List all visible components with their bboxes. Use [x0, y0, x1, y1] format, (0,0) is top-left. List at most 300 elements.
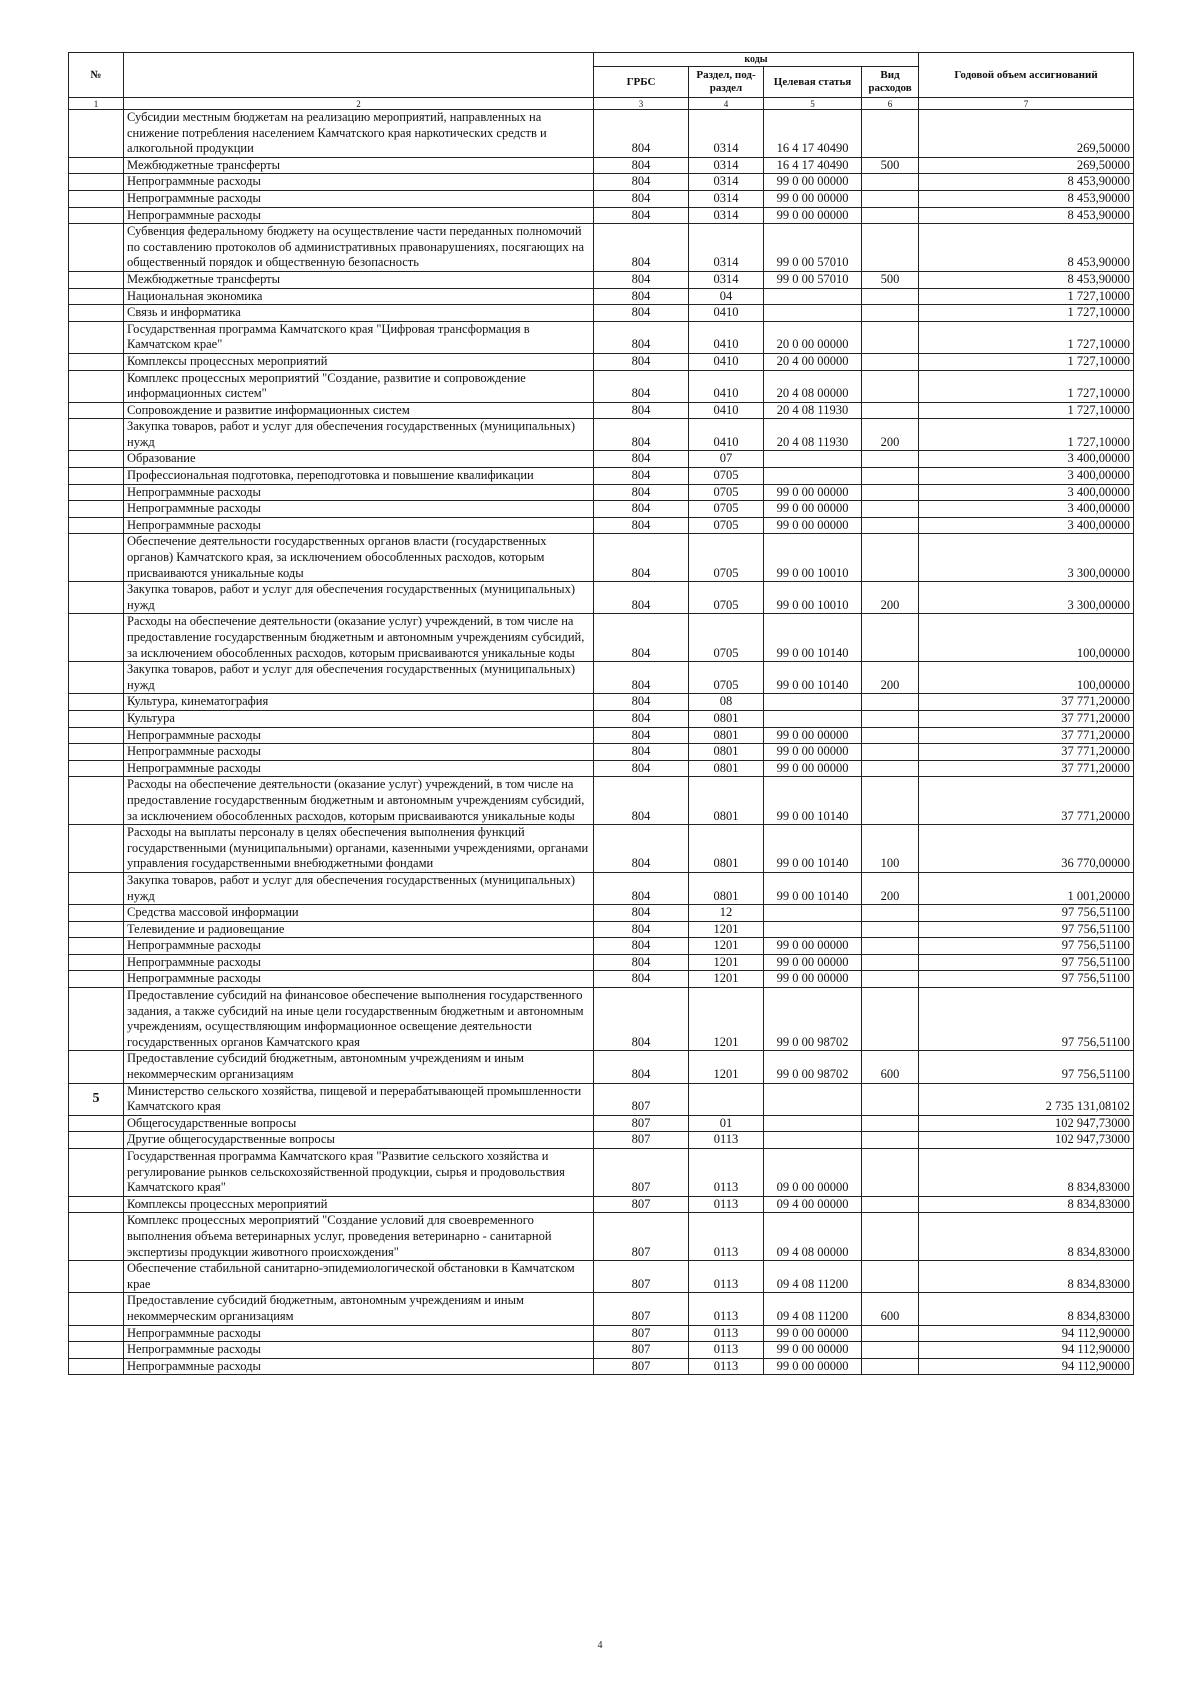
table-row — [69, 905, 1134, 922]
row-exptype — [862, 1083, 919, 1115]
row-grbs: 804 — [594, 419, 689, 451]
row-number — [69, 954, 124, 971]
row-name: Закупка товаров, работ и услуг для обеспечения государственных (муниципальных) нужд — [124, 582, 594, 614]
row-name: Комплекс процессных мероприятий "Создание условий для своевременного выполнения объема ветеринарных услуг, проведения ветеринарно - санитарной экспертизы продукции животного происхождения" — [124, 1213, 594, 1261]
row-amount: 1 727,10000 — [919, 321, 1134, 353]
table-row — [69, 224, 1134, 272]
row-grbs: 804 — [594, 321, 689, 353]
row-exptype: 200 — [862, 582, 919, 614]
row-section: 0113 — [689, 1196, 764, 1213]
row-number — [69, 1196, 124, 1213]
row-exptype — [862, 1149, 919, 1197]
row-target: 99 0 00 00000 — [764, 954, 862, 971]
table-row — [69, 1132, 1134, 1149]
row-exptype: 200 — [862, 662, 919, 694]
row-amount: 94 112,90000 — [919, 1342, 1134, 1359]
row-number — [69, 777, 124, 825]
row-target — [764, 1115, 862, 1132]
table-row — [69, 1342, 1134, 1359]
row-section: 0314 — [689, 224, 764, 272]
row-name: Непрограммные расходы — [124, 190, 594, 207]
row-exptype — [862, 710, 919, 727]
row-name: Непрограммные расходы — [124, 954, 594, 971]
row-target: 99 0 00 10140 — [764, 614, 862, 662]
row-number — [69, 321, 124, 353]
row-target: 20 4 08 00000 — [764, 370, 862, 402]
row-number — [69, 174, 124, 191]
row-exptype — [862, 1213, 919, 1261]
row-number — [69, 760, 124, 777]
row-section — [689, 1083, 764, 1115]
row-name: Комплекс процессных мероприятий "Создание, развитие и сопровождение информационных систем" — [124, 370, 594, 402]
table-row — [69, 305, 1134, 322]
row-exptype — [862, 1325, 919, 1342]
row-grbs: 804 — [594, 760, 689, 777]
row-exptype — [862, 988, 919, 1051]
row-grbs: 804 — [594, 954, 689, 971]
row-section: 1201 — [689, 1051, 764, 1083]
row-amount: 100,00000 — [919, 662, 1134, 694]
row-exptype — [862, 207, 919, 224]
row-section: 0113 — [689, 1149, 764, 1197]
row-amount: 102 947,73000 — [919, 1115, 1134, 1132]
row-target: 99 0 00 00000 — [764, 174, 862, 191]
row-grbs: 804 — [594, 451, 689, 468]
row-exptype — [862, 727, 919, 744]
header-codes: коды — [594, 53, 919, 67]
row-amount: 37 771,20000 — [919, 744, 1134, 761]
row-number — [69, 534, 124, 582]
row-grbs: 804 — [594, 174, 689, 191]
row-target: 09 4 08 00000 — [764, 1213, 862, 1261]
table-row — [69, 662, 1134, 694]
row-name: Непрограммные расходы — [124, 1325, 594, 1342]
row-target: 09 0 00 00000 — [764, 1149, 862, 1197]
row-target: 99 0 00 00000 — [764, 1325, 862, 1342]
row-grbs: 804 — [594, 905, 689, 922]
row-section: 0801 — [689, 727, 764, 744]
row-exptype — [862, 224, 919, 272]
row-grbs: 804 — [594, 727, 689, 744]
row-exptype — [862, 1115, 919, 1132]
row-exptype — [862, 468, 919, 485]
row-amount: 8 453,90000 — [919, 207, 1134, 224]
row-exptype — [862, 971, 919, 988]
row-section: 1201 — [689, 971, 764, 988]
row-name: Непрограммные расходы — [124, 207, 594, 224]
row-section: 01 — [689, 1115, 764, 1132]
row-amount: 1 727,10000 — [919, 402, 1134, 419]
row-target: 99 0 00 57010 — [764, 271, 862, 288]
table-row — [69, 174, 1134, 191]
row-name: Предоставление субсидий бюджетным, автономным учреждениям и иным некоммерческим организациям — [124, 1293, 594, 1325]
row-amount: 8 834,83000 — [919, 1149, 1134, 1197]
row-exptype — [862, 534, 919, 582]
row-number — [69, 110, 124, 158]
row-amount: 3 400,00000 — [919, 468, 1134, 485]
page-number: 4 — [597, 1640, 603, 1651]
row-name: Предоставление субсидий на финансовое обеспечение выполнения государственного задания, а также субсидий на иные цели государственным бюджетным и автономным учреждениям, осуществляющим информационное освещение деятельности государственных органов Камчатского края — [124, 988, 594, 1051]
row-number — [69, 207, 124, 224]
row-amount: 37 771,20000 — [919, 760, 1134, 777]
row-exptype — [862, 1261, 919, 1293]
row-amount: 3 400,00000 — [919, 484, 1134, 501]
row-section: 1201 — [689, 988, 764, 1051]
row-target: 20 4 08 11930 — [764, 402, 862, 419]
row-name: Государственная программа Камчатского края "Цифровая трансформация в Камчатском крае" — [124, 321, 594, 353]
table-row — [69, 1196, 1134, 1213]
row-target — [764, 305, 862, 322]
row-name: Непрограммные расходы — [124, 1342, 594, 1359]
row-exptype — [862, 190, 919, 207]
row-amount: 97 756,51100 — [919, 921, 1134, 938]
row-exptype — [862, 938, 919, 955]
row-name: Межбюджетные трансферты — [124, 157, 594, 174]
row-amount: 97 756,51100 — [919, 1051, 1134, 1083]
row-exptype — [862, 110, 919, 158]
row-amount: 102 947,73000 — [919, 1132, 1134, 1149]
row-target: 09 4 08 11200 — [764, 1293, 862, 1325]
row-name: Непрограммные расходы — [124, 501, 594, 518]
row-amount: 8 453,90000 — [919, 190, 1134, 207]
row-amount: 97 756,51100 — [919, 954, 1134, 971]
row-name: Расходы на выплаты персоналу в целях обеспечения выполнения функций государственными (муниципальными) органами, казенными учреждениями, органами управления государственными внебюджетными фондами — [124, 825, 594, 873]
row-grbs: 804 — [594, 1051, 689, 1083]
row-number — [69, 484, 124, 501]
row-name: Культура, кинематография — [124, 694, 594, 711]
row-name: Непрограммные расходы — [124, 744, 594, 761]
row-target — [764, 288, 862, 305]
row-section: 0113 — [689, 1132, 764, 1149]
row-amount: 269,50000 — [919, 110, 1134, 158]
row-number — [69, 271, 124, 288]
row-exptype — [862, 1132, 919, 1149]
table-row — [69, 614, 1134, 662]
row-amount: 1 727,10000 — [919, 370, 1134, 402]
row-grbs: 804 — [594, 777, 689, 825]
table-row — [69, 157, 1134, 174]
row-exptype: 200 — [862, 419, 919, 451]
row-name: Закупка товаров, работ и услуг для обеспечения государственных (муниципальных) нужд — [124, 419, 594, 451]
row-target: 99 0 00 10010 — [764, 534, 862, 582]
row-exptype: 500 — [862, 157, 919, 174]
row-exptype: 500 — [862, 271, 919, 288]
table-row — [69, 1083, 1134, 1115]
row-number: 5 — [69, 1083, 124, 1115]
row-exptype — [862, 501, 919, 518]
row-name: Межбюджетные трансферты — [124, 271, 594, 288]
table-row — [69, 1149, 1134, 1197]
row-name: Непрограммные расходы — [124, 727, 594, 744]
row-exptype — [862, 451, 919, 468]
row-number — [69, 451, 124, 468]
row-exptype — [862, 744, 919, 761]
row-amount: 1 727,10000 — [919, 353, 1134, 370]
table-row — [69, 1358, 1134, 1375]
row-number — [69, 1261, 124, 1293]
row-section: 0705 — [689, 614, 764, 662]
row-exptype — [862, 760, 919, 777]
table-row — [69, 872, 1134, 904]
row-section: 04 — [689, 288, 764, 305]
row-number — [69, 419, 124, 451]
row-number — [69, 468, 124, 485]
row-target: 99 0 00 00000 — [764, 727, 862, 744]
row-amount: 8 834,83000 — [919, 1261, 1134, 1293]
table-row — [69, 1115, 1134, 1132]
row-number — [69, 582, 124, 614]
row-amount: 3 300,00000 — [919, 534, 1134, 582]
table-row — [69, 760, 1134, 777]
row-section: 0113 — [689, 1261, 764, 1293]
row-exptype — [862, 1358, 919, 1375]
table-row — [69, 534, 1134, 582]
row-section: 1201 — [689, 954, 764, 971]
row-exptype — [862, 321, 919, 353]
row-exptype — [862, 174, 919, 191]
row-section: 08 — [689, 694, 764, 711]
row-target: 99 0 00 00000 — [764, 1342, 862, 1359]
row-number — [69, 157, 124, 174]
row-amount: 36 770,00000 — [919, 825, 1134, 873]
table-row — [69, 419, 1134, 451]
row-section: 0410 — [689, 353, 764, 370]
row-target: 99 0 00 00000 — [764, 1358, 862, 1375]
table-row — [69, 1261, 1134, 1293]
row-number — [69, 905, 124, 922]
table-row — [69, 207, 1134, 224]
row-exptype — [862, 614, 919, 662]
table-row — [69, 1293, 1134, 1325]
row-grbs: 807 — [594, 1115, 689, 1132]
row-exptype — [862, 288, 919, 305]
table-row — [69, 402, 1134, 419]
row-target: 99 0 00 00000 — [764, 501, 862, 518]
table-row — [69, 825, 1134, 873]
row-name: Образование — [124, 451, 594, 468]
index-cell: 4 — [689, 98, 764, 110]
table-row — [69, 321, 1134, 353]
table-row — [69, 353, 1134, 370]
row-exptype — [862, 517, 919, 534]
row-name: Обеспечение деятельности государственных органов власти (государственных органов) Камчатского края, за исключением обособленных расходов, которым присваиваются уникальные коды — [124, 534, 594, 582]
index-cell: 3 — [594, 98, 689, 110]
row-exptype — [862, 905, 919, 922]
row-amount: 37 771,20000 — [919, 710, 1134, 727]
row-grbs: 804 — [594, 614, 689, 662]
row-amount: 97 756,51100 — [919, 905, 1134, 922]
row-grbs: 804 — [594, 662, 689, 694]
table-row — [69, 110, 1134, 158]
table-row — [69, 582, 1134, 614]
row-grbs: 807 — [594, 1132, 689, 1149]
table-body — [69, 110, 1134, 1375]
row-grbs: 804 — [594, 517, 689, 534]
row-number — [69, 727, 124, 744]
row-number — [69, 872, 124, 904]
row-amount: 1 727,10000 — [919, 305, 1134, 322]
row-grbs: 804 — [594, 271, 689, 288]
table-row — [69, 727, 1134, 744]
row-target: 99 0 00 00000 — [764, 744, 862, 761]
row-amount: 97 756,51100 — [919, 938, 1134, 955]
index-cell: 2 — [124, 98, 594, 110]
row-grbs: 804 — [594, 744, 689, 761]
row-exptype — [862, 954, 919, 971]
row-amount: 1 727,10000 — [919, 419, 1134, 451]
row-section: 0314 — [689, 110, 764, 158]
row-exptype: 100 — [862, 825, 919, 873]
row-grbs: 804 — [594, 971, 689, 988]
row-name: Непрограммные расходы — [124, 174, 594, 191]
row-exptype: 600 — [862, 1051, 919, 1083]
row-name: Общегосударственные вопросы — [124, 1115, 594, 1132]
row-exptype — [862, 777, 919, 825]
header-grbs: ГРБС — [594, 67, 689, 98]
row-section: 0410 — [689, 402, 764, 419]
row-name: Закупка товаров, работ и услуг для обеспечения государственных (муниципальных) нужд — [124, 662, 594, 694]
row-amount: 3 400,00000 — [919, 517, 1134, 534]
row-name: Субвенция федеральному бюджету на осуществление части переданных полномочий по составлению протоколов об административных правонарушениях, посягающих на общественный порядок и общественную безопасность — [124, 224, 594, 272]
row-section: 0314 — [689, 174, 764, 191]
table-row — [69, 744, 1134, 761]
row-number — [69, 501, 124, 518]
row-section: 1201 — [689, 921, 764, 938]
row-target: 99 0 00 10140 — [764, 662, 862, 694]
row-grbs: 804 — [594, 468, 689, 485]
header-name — [124, 53, 594, 98]
row-grbs: 807 — [594, 1293, 689, 1325]
row-grbs: 807 — [594, 1196, 689, 1213]
row-number — [69, 402, 124, 419]
row-section: 0705 — [689, 534, 764, 582]
row-section: 0410 — [689, 419, 764, 451]
row-section: 0705 — [689, 582, 764, 614]
table-row — [69, 288, 1134, 305]
row-amount: 269,50000 — [919, 157, 1134, 174]
row-exptype — [862, 402, 919, 419]
row-section: 0113 — [689, 1358, 764, 1375]
row-amount: 2 735 131,08102 — [919, 1083, 1134, 1115]
table-row — [69, 271, 1134, 288]
header-number: № — [69, 53, 124, 98]
row-grbs: 804 — [594, 938, 689, 955]
row-amount: 8 453,90000 — [919, 174, 1134, 191]
row-section: 0410 — [689, 370, 764, 402]
row-amount: 8 453,90000 — [919, 224, 1134, 272]
row-grbs: 807 — [594, 1342, 689, 1359]
row-number — [69, 988, 124, 1051]
row-grbs: 804 — [594, 582, 689, 614]
row-exptype — [862, 370, 919, 402]
table-row — [69, 190, 1134, 207]
row-grbs: 804 — [594, 402, 689, 419]
row-exptype — [862, 1196, 919, 1213]
row-number — [69, 662, 124, 694]
row-grbs: 804 — [594, 710, 689, 727]
row-amount: 37 771,20000 — [919, 727, 1134, 744]
row-name: Субсидии местным бюджетам на реализацию мероприятий, направленных на снижение потребления населением Камчатского края наркотических средств и алкогольной продукции — [124, 110, 594, 158]
table-row — [69, 484, 1134, 501]
row-grbs: 804 — [594, 157, 689, 174]
row-name: Национальная экономика — [124, 288, 594, 305]
row-amount: 97 756,51100 — [919, 988, 1134, 1051]
row-number — [69, 288, 124, 305]
row-exptype — [862, 353, 919, 370]
table-row — [69, 921, 1134, 938]
row-target: 99 0 00 98702 — [764, 988, 862, 1051]
row-target — [764, 694, 862, 711]
row-section: 0410 — [689, 305, 764, 322]
row-amount: 97 756,51100 — [919, 971, 1134, 988]
row-target: 99 0 00 10140 — [764, 872, 862, 904]
row-grbs: 807 — [594, 1149, 689, 1197]
row-section: 0314 — [689, 271, 764, 288]
row-grbs: 804 — [594, 224, 689, 272]
row-exptype — [862, 921, 919, 938]
row-name: Непрограммные расходы — [124, 971, 594, 988]
row-target: 20 0 00 00000 — [764, 321, 862, 353]
row-name: Непрограммные расходы — [124, 517, 594, 534]
row-name: Непрограммные расходы — [124, 938, 594, 955]
row-target: 99 0 00 00000 — [764, 484, 862, 501]
row-amount: 8 834,83000 — [919, 1293, 1134, 1325]
row-name: Непрограммные расходы — [124, 760, 594, 777]
row-grbs: 804 — [594, 190, 689, 207]
row-name: Расходы на обеспечение деятельности (оказание услуг) учреждений, в том числе на предоставление государственным бюджетным и автономным учреждениям субсидий, за исключением обособленных расходов, которым присваиваются уникальные коды — [124, 777, 594, 825]
index-cell: 6 — [862, 98, 919, 110]
row-target: 99 0 00 00000 — [764, 517, 862, 534]
index-cell: 1 — [69, 98, 124, 110]
row-number — [69, 1293, 124, 1325]
row-target: 99 0 00 10140 — [764, 825, 862, 873]
row-amount: 8 834,83000 — [919, 1213, 1134, 1261]
table-row — [69, 1213, 1134, 1261]
row-section: 0314 — [689, 190, 764, 207]
row-number — [69, 614, 124, 662]
row-number — [69, 1051, 124, 1083]
row-target: 99 0 00 10140 — [764, 777, 862, 825]
row-amount: 3 300,00000 — [919, 582, 1134, 614]
header-index-row — [69, 98, 1134, 110]
row-exptype — [862, 484, 919, 501]
row-grbs: 807 — [594, 1213, 689, 1261]
row-number — [69, 1115, 124, 1132]
row-name: Средства массовой информации — [124, 905, 594, 922]
table-row — [69, 710, 1134, 727]
row-number — [69, 1342, 124, 1359]
row-number — [69, 825, 124, 873]
row-name: Профессиональная подготовка, переподготовка и повышение квалификации — [124, 468, 594, 485]
row-target: 99 0 00 98702 — [764, 1051, 862, 1083]
row-section: 0113 — [689, 1342, 764, 1359]
row-target — [764, 1083, 862, 1115]
table-row — [69, 938, 1134, 955]
row-grbs: 804 — [594, 353, 689, 370]
row-grbs: 804 — [594, 825, 689, 873]
row-section: 0113 — [689, 1293, 764, 1325]
row-name: Другие общегосударственные вопросы — [124, 1132, 594, 1149]
header-section: Раздел, под-раздел — [689, 67, 764, 98]
row-number — [69, 744, 124, 761]
row-section: 0801 — [689, 744, 764, 761]
row-amount: 8 453,90000 — [919, 271, 1134, 288]
row-number — [69, 190, 124, 207]
row-section: 0705 — [689, 517, 764, 534]
row-section: 1201 — [689, 938, 764, 955]
row-target: 99 0 00 00000 — [764, 760, 862, 777]
row-name: Культура — [124, 710, 594, 727]
